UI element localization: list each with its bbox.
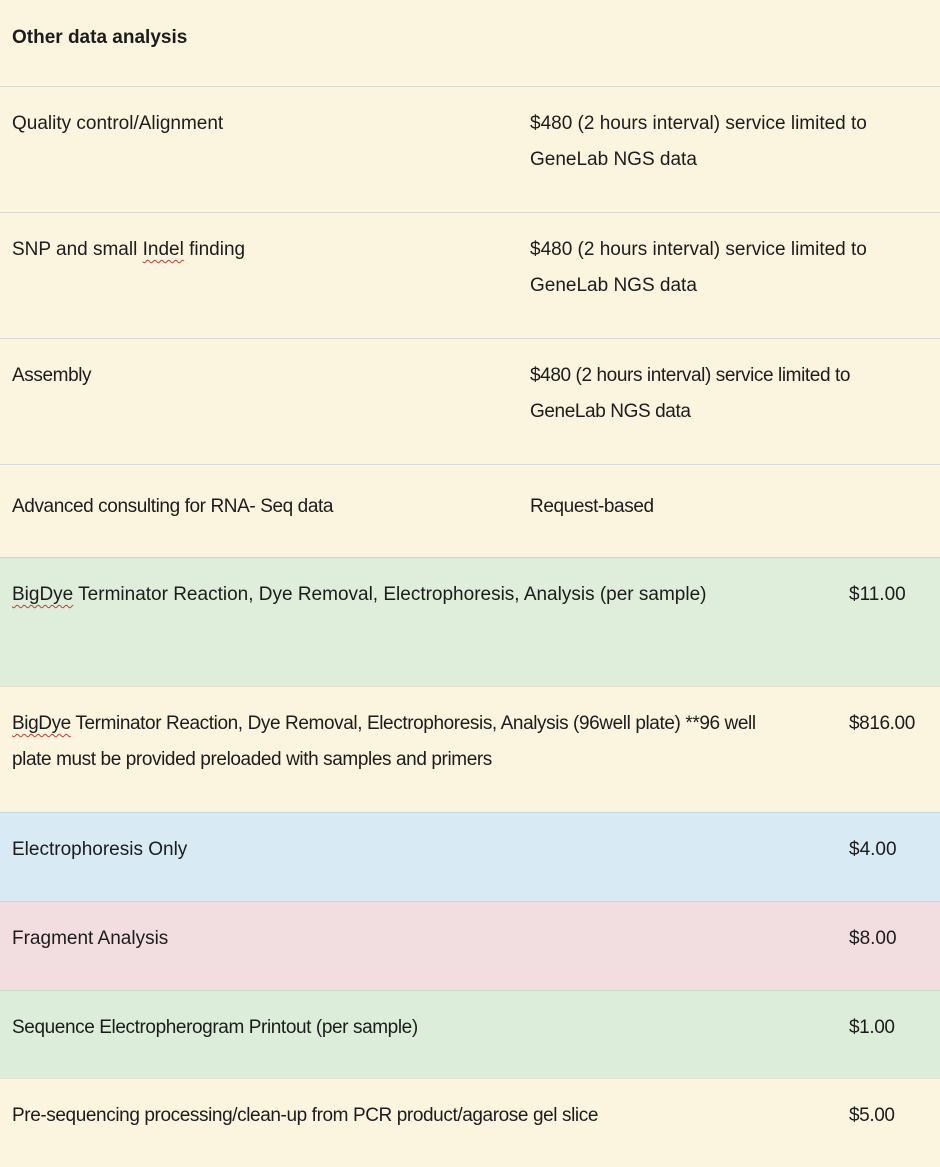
service-name — [12, 232, 530, 338]
table-row — [0, 990, 940, 1078]
table-row — [0, 686, 940, 812]
label-text: Terminator Reaction, Dye Removal, Electrophoresis, Analysis (96well plate) **96 well plate must be provided preloaded with samples and primers — [12, 713, 756, 770]
table-row — [0, 1078, 940, 1167]
service-price: $1.00 — [849, 1017, 895, 1038]
misspelled-word: Indel — [142, 239, 184, 260]
service-price: $5.00 — [849, 1105, 895, 1126]
table-section-header — [0, 0, 940, 86]
label-text: Electrophoresis Only — [12, 839, 188, 860]
service-name — [12, 706, 849, 812]
label-text: finding — [183, 239, 246, 260]
section-title: Other data analysis — [12, 27, 188, 48]
label-text: Quality control/Alignment — [12, 113, 224, 134]
service-name — [12, 1098, 849, 1167]
label-text: Assembly — [12, 365, 92, 386]
label-text: Terminator Reaction, Dye Removal, Electrophoresis, Analysis (per sample) — [73, 584, 707, 605]
table-row — [0, 338, 940, 464]
service-name — [12, 1010, 849, 1078]
table-row — [0, 464, 940, 557]
service-name — [12, 489, 530, 557]
service-name — [12, 577, 849, 686]
label-text: Sequence Electropherogram Printout (per sample) — [12, 1017, 418, 1038]
table-row — [0, 86, 940, 212]
label-text: SNP and small — [12, 239, 143, 260]
service-name — [12, 832, 849, 901]
table-row — [0, 812, 940, 901]
service-price: $480 (2 hours interval) service limited to GeneLab NGS data — [530, 365, 851, 422]
table-row — [0, 212, 940, 338]
service-price: $11.00 — [849, 584, 906, 605]
misspelled-word: BigDye — [12, 713, 71, 734]
service-name — [12, 106, 530, 212]
service-price: $480 (2 hours interval) service limited to GeneLab NGS data — [530, 113, 867, 170]
service-price: Request-based — [530, 496, 654, 517]
service-price: $480 (2 hours interval) service limited to GeneLab NGS data — [530, 239, 867, 296]
service-name — [12, 921, 849, 990]
service-price: $4.00 — [849, 839, 897, 860]
service-name — [12, 358, 530, 464]
label-text: Advanced consulting for RNA- Seq data — [12, 496, 334, 517]
label-text: Fragment Analysis — [12, 928, 169, 949]
table-row — [0, 901, 940, 990]
service-price: $816.00 — [849, 713, 915, 734]
label-text: Pre-sequencing processing/clean-up from PCR product/agarose gel slice — [12, 1105, 598, 1126]
misspelled-word: BigDye — [12, 584, 74, 605]
service-price: $8.00 — [849, 928, 897, 949]
table-row — [0, 557, 940, 686]
